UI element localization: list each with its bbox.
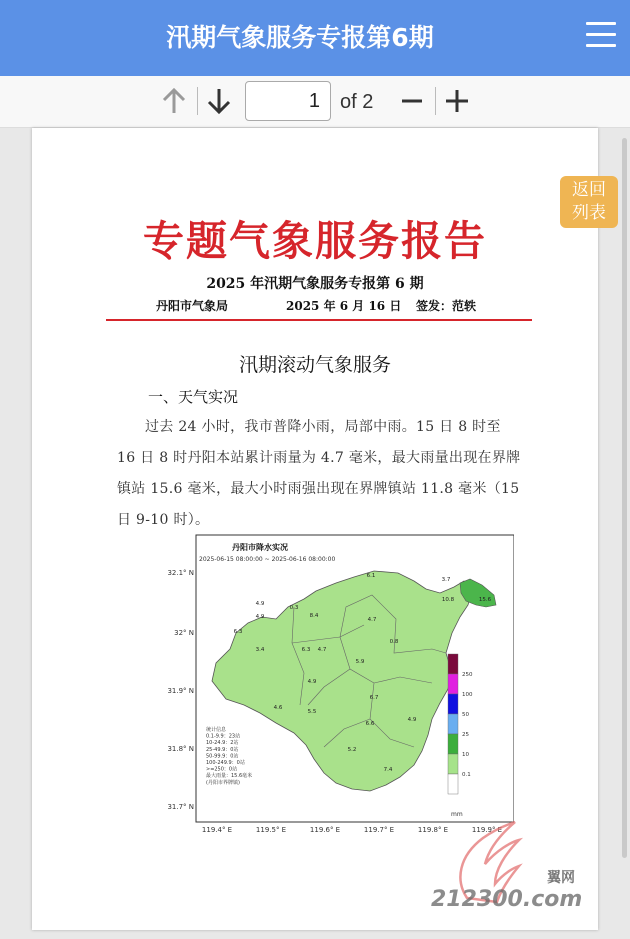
- legend-value: 250: [462, 672, 473, 678]
- map-title: 丹阳市降水实况: [232, 543, 288, 552]
- legend-swatch: [448, 674, 458, 694]
- station-value: 4.9: [307, 679, 317, 685]
- stat-line: 统计信息: [206, 727, 227, 733]
- station-value: 3.7: [441, 577, 451, 583]
- station-value: 4.7: [367, 617, 377, 623]
- legend-value: 10: [462, 752, 469, 758]
- issue-title: 2025 年汛期气象服务专报第 6 期: [206, 276, 424, 292]
- station-value: 3.4: [255, 647, 265, 653]
- page-number-input[interactable]: [245, 81, 331, 121]
- legend-swatch: [448, 754, 458, 774]
- station-value: 8.4: [309, 613, 319, 619]
- next-page-arrow-down-icon[interactable]: [203, 84, 235, 118]
- app-title: 汛期气象服务专报第6期: [166, 23, 434, 52]
- station-value: 5.5: [307, 709, 317, 715]
- station-value: 4.9: [255, 614, 265, 620]
- station-value: 6.7: [369, 695, 379, 701]
- toolbar-divider: [435, 87, 436, 115]
- zoom-in-plus-icon[interactable]: [441, 84, 473, 118]
- report-header: 专题气象服务报告: [143, 217, 487, 265]
- latitude-label: 32° N: [174, 629, 194, 637]
- station-value: 5.9: [355, 659, 365, 665]
- red-divider: [106, 319, 532, 321]
- issue-date: 2025 年 6 月 16 日: [286, 299, 402, 313]
- latitude-label: 31.8° N: [167, 745, 194, 753]
- document-page: [32, 128, 598, 930]
- station-value: 4.7: [317, 647, 327, 653]
- latitude-labels: [167, 569, 194, 811]
- previous-page-arrow-up-icon[interactable]: [158, 84, 190, 118]
- stat-line: 50-99.9：0站: [206, 753, 239, 760]
- pdf-toolbar: [0, 76, 630, 128]
- hamburger-menu-icon[interactable]: [586, 22, 616, 48]
- legend-swatch: [448, 774, 458, 794]
- precipitation-map: [164, 533, 514, 833]
- section-heading: 一、天气实况: [148, 388, 239, 406]
- legend-unit: mm: [451, 811, 463, 818]
- longitude-label: 119.7° E: [363, 826, 395, 833]
- stat-line: 100-249.9：0站: [206, 760, 245, 766]
- scrollbar[interactable]: [622, 138, 627, 858]
- signer: 签发：范轶: [416, 299, 477, 313]
- stat-line: 25-49.9：0站: [206, 746, 239, 753]
- station-value: 6.3: [301, 647, 311, 653]
- watermark-url: 212300.com: [431, 887, 583, 912]
- legend-swatch: [448, 654, 458, 674]
- stat-line: 最大雨量：15.6毫米: [206, 773, 253, 780]
- longitude-label: 119.6° E: [309, 826, 341, 833]
- station-value: 6.3: [233, 629, 243, 635]
- station-value: 0.8: [389, 639, 399, 645]
- site-watermark: [425, 820, 595, 915]
- body-paragraph: 过去 24 小时，我市普降小雨，局部中雨。15 日 8 时至 16 日 8 时丹阳本站累计雨量为 4.7 毫米，最大雨量出现在界牌镇站 15.6 毫米，最大小时雨强出现在界牌镇站 11.8 毫米（15 日 9-10 时）。: [117, 419, 521, 528]
- station-value: 4.6: [273, 705, 283, 711]
- station-value: 6.6: [365, 721, 375, 727]
- back-button-line1: 返回: [572, 180, 606, 200]
- latitude-label: 31.7° N: [167, 803, 194, 811]
- back-to-list-button[interactable]: [560, 176, 618, 228]
- station-value: 5.2: [347, 747, 357, 753]
- legend-value: 25: [462, 732, 469, 738]
- precipitation-legend: [448, 654, 458, 794]
- latitude-label: 31.9° N: [167, 687, 194, 695]
- stat-line: (丹阳市界牌镇): [206, 779, 240, 786]
- latitude-label: 32.1° N: [167, 569, 194, 577]
- stat-line: >=250：0站: [206, 766, 238, 773]
- legend-value: 0.1: [462, 772, 471, 778]
- station-value: 6.1: [366, 573, 376, 579]
- watermark-brand: 翼网: [547, 870, 575, 886]
- stat-line: 10-24.9：2站: [206, 740, 239, 747]
- stat-line: 0.1-9.9：23站: [206, 733, 241, 740]
- longitude-label: 119.5° E: [255, 826, 287, 833]
- zoom-out-minus-icon[interactable]: [396, 84, 428, 118]
- legend-swatch: [448, 694, 458, 714]
- app-bar: [0, 0, 630, 76]
- station-value: 7.4: [383, 767, 393, 773]
- page-count: of 2: [340, 91, 374, 113]
- longitude-label: 119.9° E: [471, 826, 503, 833]
- agency-name: 丹阳市气象局: [156, 299, 229, 313]
- legend-value: 100: [462, 692, 473, 698]
- document-subtitle: 汛期滚动气象服务: [238, 354, 391, 376]
- longitude-label: 119.4° E: [201, 826, 233, 833]
- map-time-range: 2025-06-15 08:00:00 ~ 2025-06-16 08:00:00: [199, 556, 336, 563]
- station-value: 4.9: [407, 717, 417, 723]
- legend-swatch: [448, 714, 458, 734]
- pdf-viewer[interactable]: [0, 128, 630, 939]
- station-value: 4.9: [255, 601, 265, 607]
- station-value: 15.6: [478, 597, 492, 603]
- longitude-label: 119.8° E: [417, 826, 449, 833]
- legend-value: 50: [462, 712, 469, 718]
- legend-swatch: [448, 734, 458, 754]
- station-value: 0.3: [289, 605, 299, 611]
- toolbar-divider: [197, 87, 198, 115]
- back-button-line2: 列表: [572, 203, 606, 223]
- station-value: 10.8: [441, 597, 455, 603]
